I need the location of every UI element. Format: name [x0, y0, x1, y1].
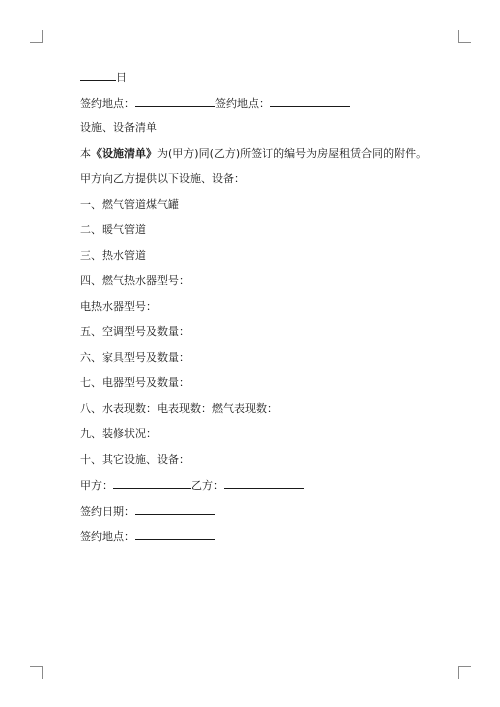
- sign-place-blank-2: [270, 94, 350, 107]
- party-b-blank: [224, 476, 304, 489]
- crop-mark-bottom-left: [30, 666, 43, 679]
- sign-place-line-top: [80, 94, 440, 120]
- party-a-blank: [113, 476, 191, 489]
- list-item: 一、燃气管道煤气罐: [80, 197, 179, 211]
- list-item: 三、热水管道: [80, 248, 146, 262]
- date-suffix: 日: [116, 71, 127, 84]
- crop-mark-top-right: [458, 30, 471, 43]
- list-item: 二、暖气管道: [80, 223, 146, 236]
- crop-mark-top-left: [30, 30, 43, 43]
- sign-place-label-1: 签约地点：: [80, 96, 135, 110]
- list-item: 九、装修状况：: [80, 427, 157, 440]
- intro-prefix: 本: [80, 146, 91, 160]
- intro-title: 《设施清单》: [91, 146, 157, 160]
- sign-place-label-2: 签约地点：: [215, 96, 270, 110]
- list-item: 十、其它设施、设备：: [80, 452, 190, 466]
- list-item: 六、家具型号及数量：: [80, 350, 190, 364]
- list-item: 电热水器型号：: [80, 299, 157, 313]
- parties-line: [80, 476, 440, 502]
- list-item: 五、空调型号及数量：: [80, 325, 190, 338]
- intro-line: [80, 145, 440, 171]
- sign-place-blank-1: [135, 94, 215, 107]
- facilities-title: 设施、设备清单: [80, 121, 157, 134]
- provide-line: 甲方向乙方提供以下设施、设备：: [80, 172, 245, 185]
- sign-place-label: 签约地点：: [80, 530, 135, 543]
- document-body: [80, 68, 440, 553]
- sign-place-blank: [135, 527, 215, 540]
- party-b-label: 乙方：: [191, 479, 224, 492]
- date-line: [80, 68, 440, 94]
- sign-date-label: 签约日期：: [80, 504, 135, 518]
- crop-mark-bottom-right: [458, 666, 471, 679]
- intro-rest: 为(甲方)同(乙方)所签订的编号为房屋租赁合同的附件。: [157, 146, 428, 160]
- party-a-label: 甲方：: [80, 479, 113, 492]
- date-blank: [80, 68, 116, 81]
- list-item: 四、燃气热水器型号：: [80, 274, 190, 287]
- sign-place-line-bottom: [80, 527, 440, 553]
- sign-date-line: [80, 502, 440, 528]
- list-item: 八、水表现数：电表现数：燃气表现数：: [80, 401, 278, 415]
- list-item: 七、电器型号及数量：: [80, 376, 190, 389]
- sign-date-blank: [135, 502, 215, 515]
